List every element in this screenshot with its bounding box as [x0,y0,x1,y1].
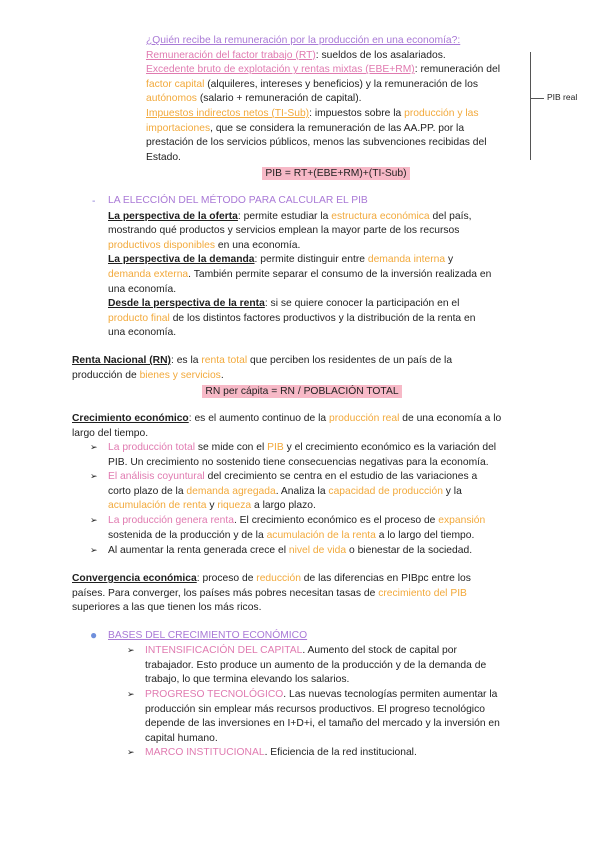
growth-b1-line-1: La producción total se mide con el PIB y el crecimiento económico es la variación del [108,442,497,453]
growth-b1-line-2: PIB. Un crecimiento no sostenido tiene consecuencias negativas para la economía. [108,456,489,468]
ebe-line-3: autónomos (salario + remuneración de capital). [146,93,362,105]
arrow-bullet-icon: ➢ [90,545,98,555]
bases-item-capital [145,644,530,688]
income-line-1: Desde la perspectiva de la renta: si se quiere conocer la participación en el [108,298,460,310]
arrow-bullet-icon: ➢ [90,515,98,525]
demand-line-2: demanda externa. También permite separar el consumo de la inversión realizada en [108,268,492,280]
growth-b3-line-1: La producción genera renta. El crecimiento económico es el proceso de expansión [108,515,486,526]
pib-formula: PIB = RT+(EBE+RM)+(TI-Sub) [146,167,526,182]
bases-heading: BASES DEL CRECIMIENTO ECONÓMICO [108,630,308,641]
ebe-line-2: factor capital (alquileres, intereses y beneficios) y la remuneración de los [146,78,478,90]
pib-real-bracket [526,52,531,160]
offer-line-3: productivos disponibles en una economía. [108,239,301,251]
growth-line-2: largo del tiempo. [72,427,149,439]
rn-line-2: producción de bienes y servicios. [72,369,224,381]
ti-line-1: Impuestos indirectos netos (TI-Sub): impuestos sobre la producción y las [146,107,479,119]
section-dash: - [92,196,96,207]
growth-b4-line-1: Al aumentar la renta generada crece el nivel de vida o bienestar de la sociedad. [108,545,473,556]
pib-real-connector [530,98,544,99]
bullet-dot-icon: ● [90,628,98,642]
ti-line-2: importaciones, que se considera la remuneración de las AA.PP. por la [146,122,465,134]
rt-line: Remuneración del factor trabajo (RT): sueldos de los asalariados. [146,49,446,61]
offer-line-1: La perspectiva de la oferta: permite estudiar la estructura económica del país, [108,210,472,222]
ti-line-4: Estado. [146,151,181,163]
demand-line-3: una economía. [108,283,177,295]
rn-line-1: Renta Nacional (RN): es la renta total que perciben los residentes de un país de la [72,355,453,366]
growth-block [72,412,532,441]
income-line-3: una economía. [108,327,177,339]
arrow-bullet-icon: ➢ [90,471,98,481]
convergence-block [72,572,532,616]
pib-real-label: PIB real [547,92,578,102]
bases-i2-line-1: PROGRESO TECNOLÓGICO. Las nuevas tecnologías permiten aumentar la [145,689,498,700]
growth-b2-line-1: El análisis coyuntural del crecimiento se centra en el estudio de las variaciones a [108,471,478,482]
ebe-line-1: Excedente bruto de explotación y rentas mixtas (EBE+RM): remuneración del [146,64,500,76]
bases-i1-line-3: trabajo, lo que termina elevando los salarios. [145,674,350,686]
method-block [108,194,528,341]
bases-i2-line-4: capital humano. [145,732,218,744]
bases-i2-line-2: producción sin emplear más recursos productivos. El progreso tecnológico [145,703,485,715]
arrow-bullet-icon: ➢ [127,689,135,699]
growth-b3-line-2: sostenida de la producción y de la acumulación de la renta a lo largo del tiempo. [108,529,475,541]
growth-bullet-4 [108,544,528,559]
arrow-bullet-icon: ➢ [127,645,135,655]
offer-line-2: mostrando qué productos y servicios emplean la mayor parte de los recursos [108,225,460,237]
bases-item-tech [145,688,530,746]
growth-bullet-2 [108,470,528,514]
arrow-bullet-icon: ➢ [90,442,98,452]
method-heading: LA ELECCIÓN DEL MÉTODO PARA CALCULAR EL PIB [108,195,368,206]
bases-item-institutional [145,746,530,761]
income-line-2: producto final de los distintos factores productivos y la distribución de la renta en [108,312,476,324]
growth-b2-line-3: acumulación de renta y riqueza a largo plazo. [108,500,316,512]
growth-b2-line-2: corto plazo de la demanda agregada. Analiza la capacidad de producción y la [108,485,462,497]
conv-line-1: Convergencia económica: proceso de reducción de las diferencias en PIBpc entre los [72,573,471,584]
conv-line-3: superiores a las que tienen los más ricos. [72,602,262,614]
growth-bullet-3 [108,514,528,543]
arrow-bullet-icon: ➢ [127,747,135,757]
growth-line-1: Crecimiento económico: es el aumento continuo de la producción real de una economía a lo [72,413,502,424]
ti-line-3: prestación de los servicios públicos, menos las subvenciones recibidas del [146,137,487,149]
remuneration-block [146,34,526,182]
national-income-block [72,354,532,400]
bases-i1-line-1: INTENSIFICACIÓN DEL CAPITAL. Aumento del stock de capital por [145,645,457,656]
rn-formula: RN per cápita = RN / POBLACIÓN TOTAL [72,385,532,400]
bases-i2-line-3: depende de las inversiones en I+D+i, el tamaño del mercado y la inversión en [145,718,500,730]
bases-i3-line-1: MARCO INSTITUCIONAL. Eficiencia de la red institucional. [145,747,417,758]
demand-line-1: La perspectiva de la demanda: permite distinguir entre demanda interna y [108,254,454,266]
remuneration-question: ¿Quién recibe la remuneración por la producción en una economía?: [146,35,461,46]
conv-line-2: países. Para converger, los países más pobres necesitan tasas de crecimiento del PIB [72,587,467,599]
bases-i1-line-2: trabajador. Esto produce un aumento de la producción y de la demanda de [145,659,487,671]
growth-bullet-1 [108,441,528,470]
